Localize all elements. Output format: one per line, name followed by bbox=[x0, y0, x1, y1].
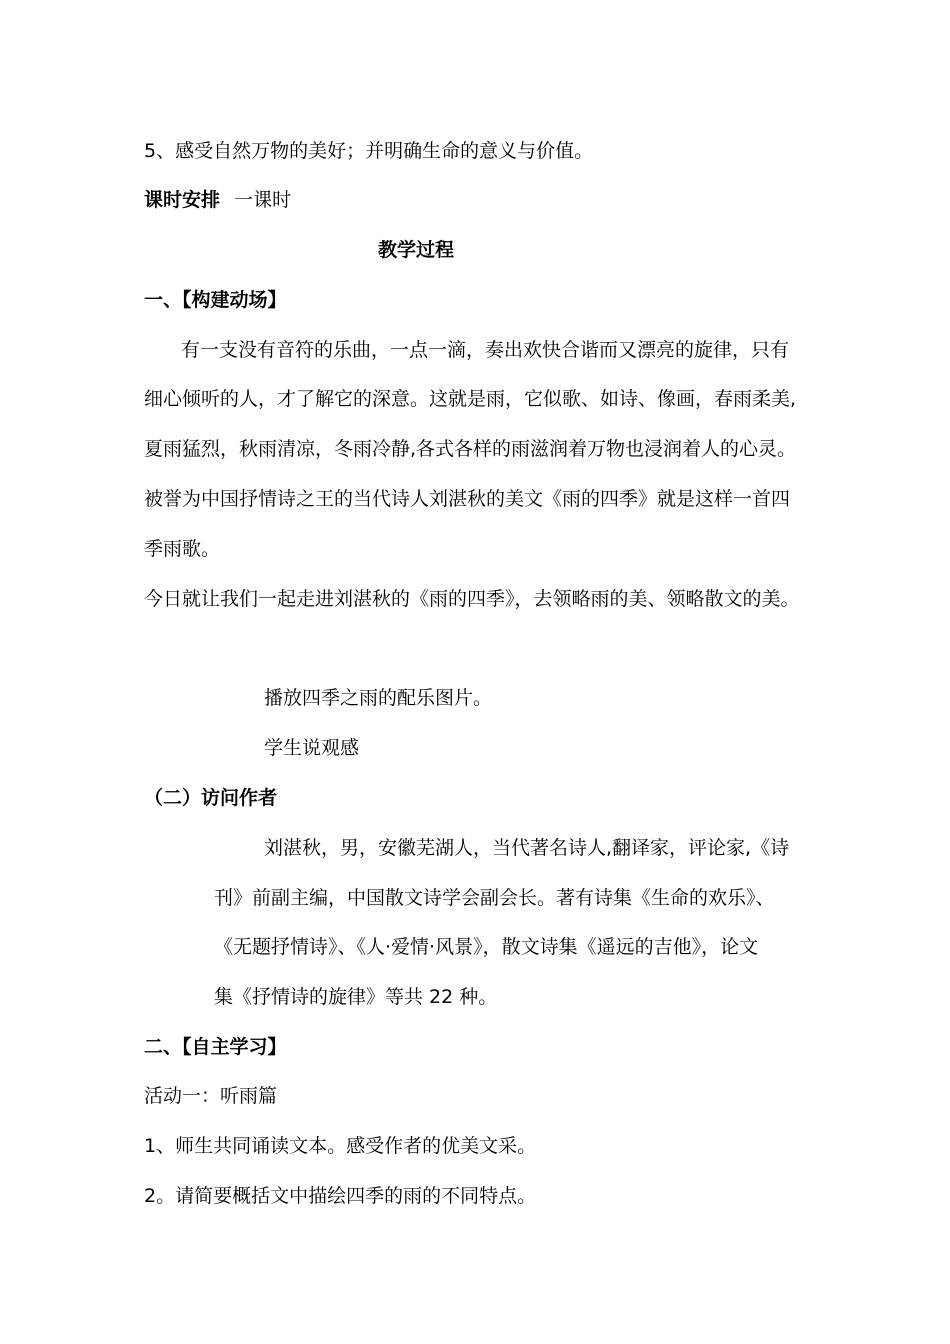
item-2: 2。请简要概括文中描绘四季的雨的不同特点。 bbox=[144, 1185, 537, 1207]
students-line: 学生说观感 bbox=[264, 737, 360, 759]
objective-5: 5、感受自然万物的美好；并明确生命的意义与价值。 bbox=[144, 140, 594, 162]
intro-line-4: 被誉为中国抒情诗之王的当代诗人刘湛秋的美文《雨的四季》就是这样一首四 bbox=[144, 488, 791, 510]
item-1: 1、师生共同诵读文本。感受作者的优美文采。 bbox=[144, 1135, 537, 1157]
schedule-label: 课时安排 bbox=[144, 189, 221, 211]
intro-line-3: 夏雨猛烈，秋雨清凉，冬雨冷静,各式各样的雨滋润着万物也浸润着人的心灵。 bbox=[144, 438, 797, 460]
section2-heading: 二、【自主学习】 bbox=[144, 1036, 287, 1058]
today-line: 今日就让我们一起走进刘湛秋的《雨的四季》，去领略雨的美、领略散文的美。 bbox=[144, 588, 800, 610]
author-line-2: 刊》前副主编，中国散文诗学会副会长。著有诗集《生命的欢乐》、 bbox=[214, 887, 775, 909]
schedule-line bbox=[144, 186, 291, 214]
intro-line-2: 细心倾听的人，才了解它的深意。这就是雨，它似歌、如诗、像画，春雨柔美, bbox=[144, 388, 797, 410]
author-line-4: 集《抒情诗的旋律》等共 22 种。 bbox=[214, 986, 498, 1008]
schedule-value: 一课时 bbox=[234, 189, 292, 211]
process-title: 教学过程 bbox=[378, 239, 455, 261]
section1-heading: 一、【构建动场】 bbox=[144, 289, 287, 311]
activity-line: 活动一：听雨篇 bbox=[144, 1085, 278, 1107]
author-line-1: 刘湛秋，男，安徽芜湖人，当代著名诗人,翻译家，评论家,《诗 bbox=[264, 837, 790, 859]
intro-line-5: 季雨歌。 bbox=[144, 538, 221, 560]
author-line-3: 《无题抒情诗》、《人·爱情·风景》，散文诗集《遥远的吉他》，论文 bbox=[214, 936, 759, 958]
author-heading: （二）访问作者 bbox=[144, 787, 278, 809]
intro-line-1: 有一支没有音符的乐曲，一点一滴，奏出欢快合谐而又漂亮的旋律，只有 bbox=[181, 339, 790, 361]
play-line: 播放四季之雨的配乐图片。 bbox=[264, 687, 493, 709]
